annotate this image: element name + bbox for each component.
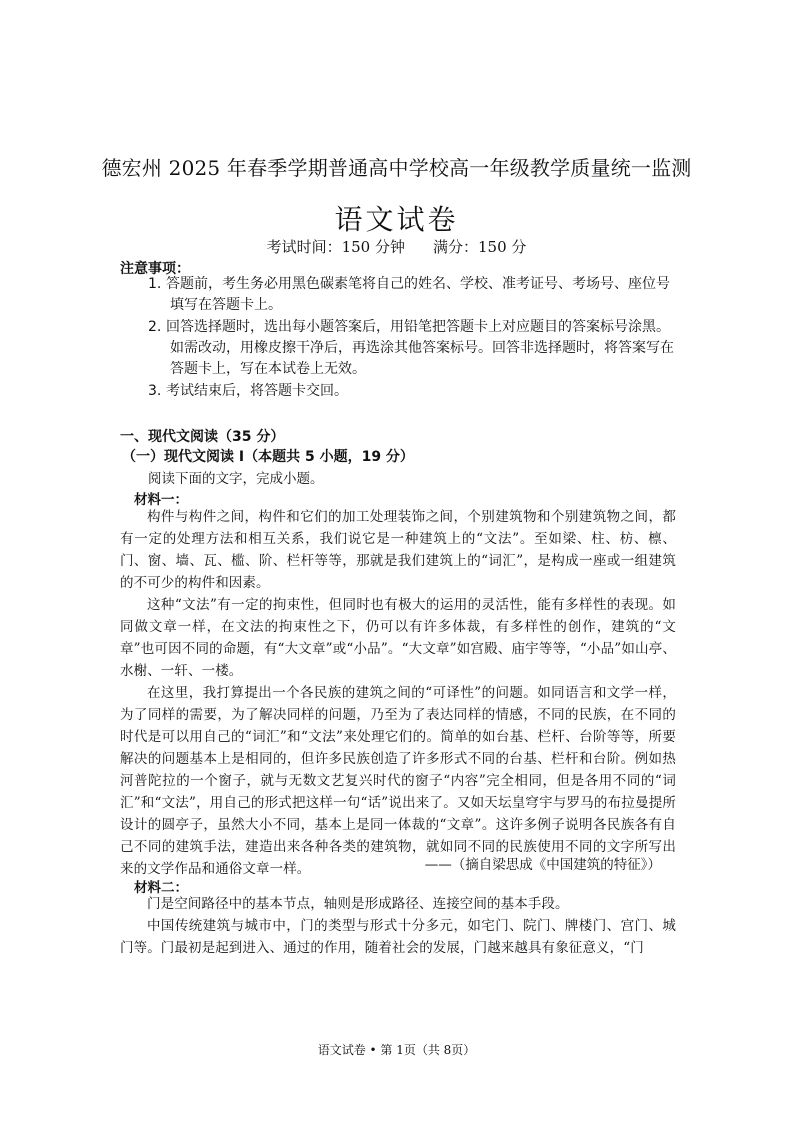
note-text: 答题前，考生务必用黑色碳素笔将自己的姓名、学校、准考证号、考场号、座位号 xyxy=(166,276,670,292)
note-text: 如需改动，用橡皮擦干净后，再选涂其他答案标号。回答非选择题时，将答案写在 xyxy=(170,340,674,356)
note-text: 回答选择题时，选出每小题答案后，用铅笔把答题卡上对应题目的答案标号涂黑。 xyxy=(166,319,670,335)
note-text: 考试结束后，将答题卡交回。 xyxy=(166,383,348,399)
material-one-paragraph: 这种“文法”有一定的拘束性，但同时也有极大的运用的灵活性，能有多样性的表现。如同做文章一样，在文法的拘束性之下，仍可以有许多体裁，有多样性的创作，建筑的“文章”也可因不同的命题，有“大文章”或“小品”。“大文章”如宫殿、庙宇等等，“小品”如山亭、水榭、一轩、一楼。 xyxy=(120,597,676,679)
subject-title: 语文试卷 xyxy=(334,203,459,236)
note-number: 1. xyxy=(148,276,162,292)
note-item xyxy=(148,274,688,316)
note-item xyxy=(148,317,688,380)
exam-score: 满分：150 分 xyxy=(433,238,527,256)
exam-title: 德宏州 2025 年春季学期普通高中学校高一年级教学质量统一监测 xyxy=(101,156,692,180)
subsection-title: （一）现代文阅读 I（本题共 5 小题，19 分） xyxy=(122,449,414,465)
note-item xyxy=(148,381,688,402)
note-number: 2. xyxy=(148,319,162,335)
material-one-paragraph: 构件与构件之间，构件和它们的加工处理装饰之间，个别建筑物和个别建筑物之间，都有一定的处理方法和相互关系，我们说它是一种建筑上的“文法”。至如梁、柱、枋、檩、门、窗、墙、瓦、槛、阶、栏杆等等，那就是我们建筑上的“词汇”，是构成一座或一组建筑的不可少的构件和因素。 xyxy=(120,509,676,591)
material-two-paragraph: 门是空间路径中的基本节点，轴则是形成路径、连接空间的基本手段。 xyxy=(147,896,569,912)
notes-heading: 注意事项： xyxy=(120,261,190,277)
exam-time: 考试时间：150 分钟 xyxy=(266,238,405,256)
section-title: 一、现代文阅读（35 分） xyxy=(120,429,285,445)
note-number: 3. xyxy=(148,383,162,399)
material-two-label: 材料二： xyxy=(134,880,188,896)
material-one-label: 材料一： xyxy=(134,492,188,508)
exam-info xyxy=(0,236,793,257)
reading-instruction: 阅读下面的文字，完成小题。 xyxy=(148,471,324,487)
material-two-paragraph: 中国传统建筑与城市中，门的类型与形式十分多元，如宅门、院门、牌楼门、宫门、城门等。门最初是起到进入、通过的作用，随着社会的发展，门越来越具有象征意义，“门 xyxy=(120,918,676,956)
material-one-source: ——（摘自梁思成《中国建筑的特征》） xyxy=(424,857,661,873)
material-one-paragraph: 在这里，我打算提出一个各民族的建筑之间的“可译性”的问题。如同语言和文学一样，为了同样的需要，为了解决同样的问题，乃至为了表达同样的情感，不同的民族，在不同的时代是可以用自己的“词汇”和“文法”来处理它们的。简单的如台基、栏杆、台阶等等，所要解决的问题基本上是相同的，但许多民族创造了许多形式不同的台基、栏杆和台阶。例如热河普陀拉的一个窗子，就与无数文艺复兴时代的窗子“内容”完全相同，但是各用不同的“词汇”和“文法”，用自己的形式把这样一句“话”说出来了。又如天坛皇穹宇与罗马的布拉曼提所设计的圆亭子，虽然大小不同，基本上是同一体裁的“文章”。这许多例子说明各民族各有自己不同的建筑手法，建造出来各种各类的建筑物，就如同不同的民族使用不同的文字所写出来的文学作品和通俗文章一样。 xyxy=(120,685,676,877)
note-text: 填写在答题卡上。 xyxy=(170,297,282,313)
note-text: 答题卡上，写在本试卷上无效。 xyxy=(170,361,366,377)
page-footer: 语文试卷 • 第 1页（共 8页） xyxy=(317,1043,476,1057)
